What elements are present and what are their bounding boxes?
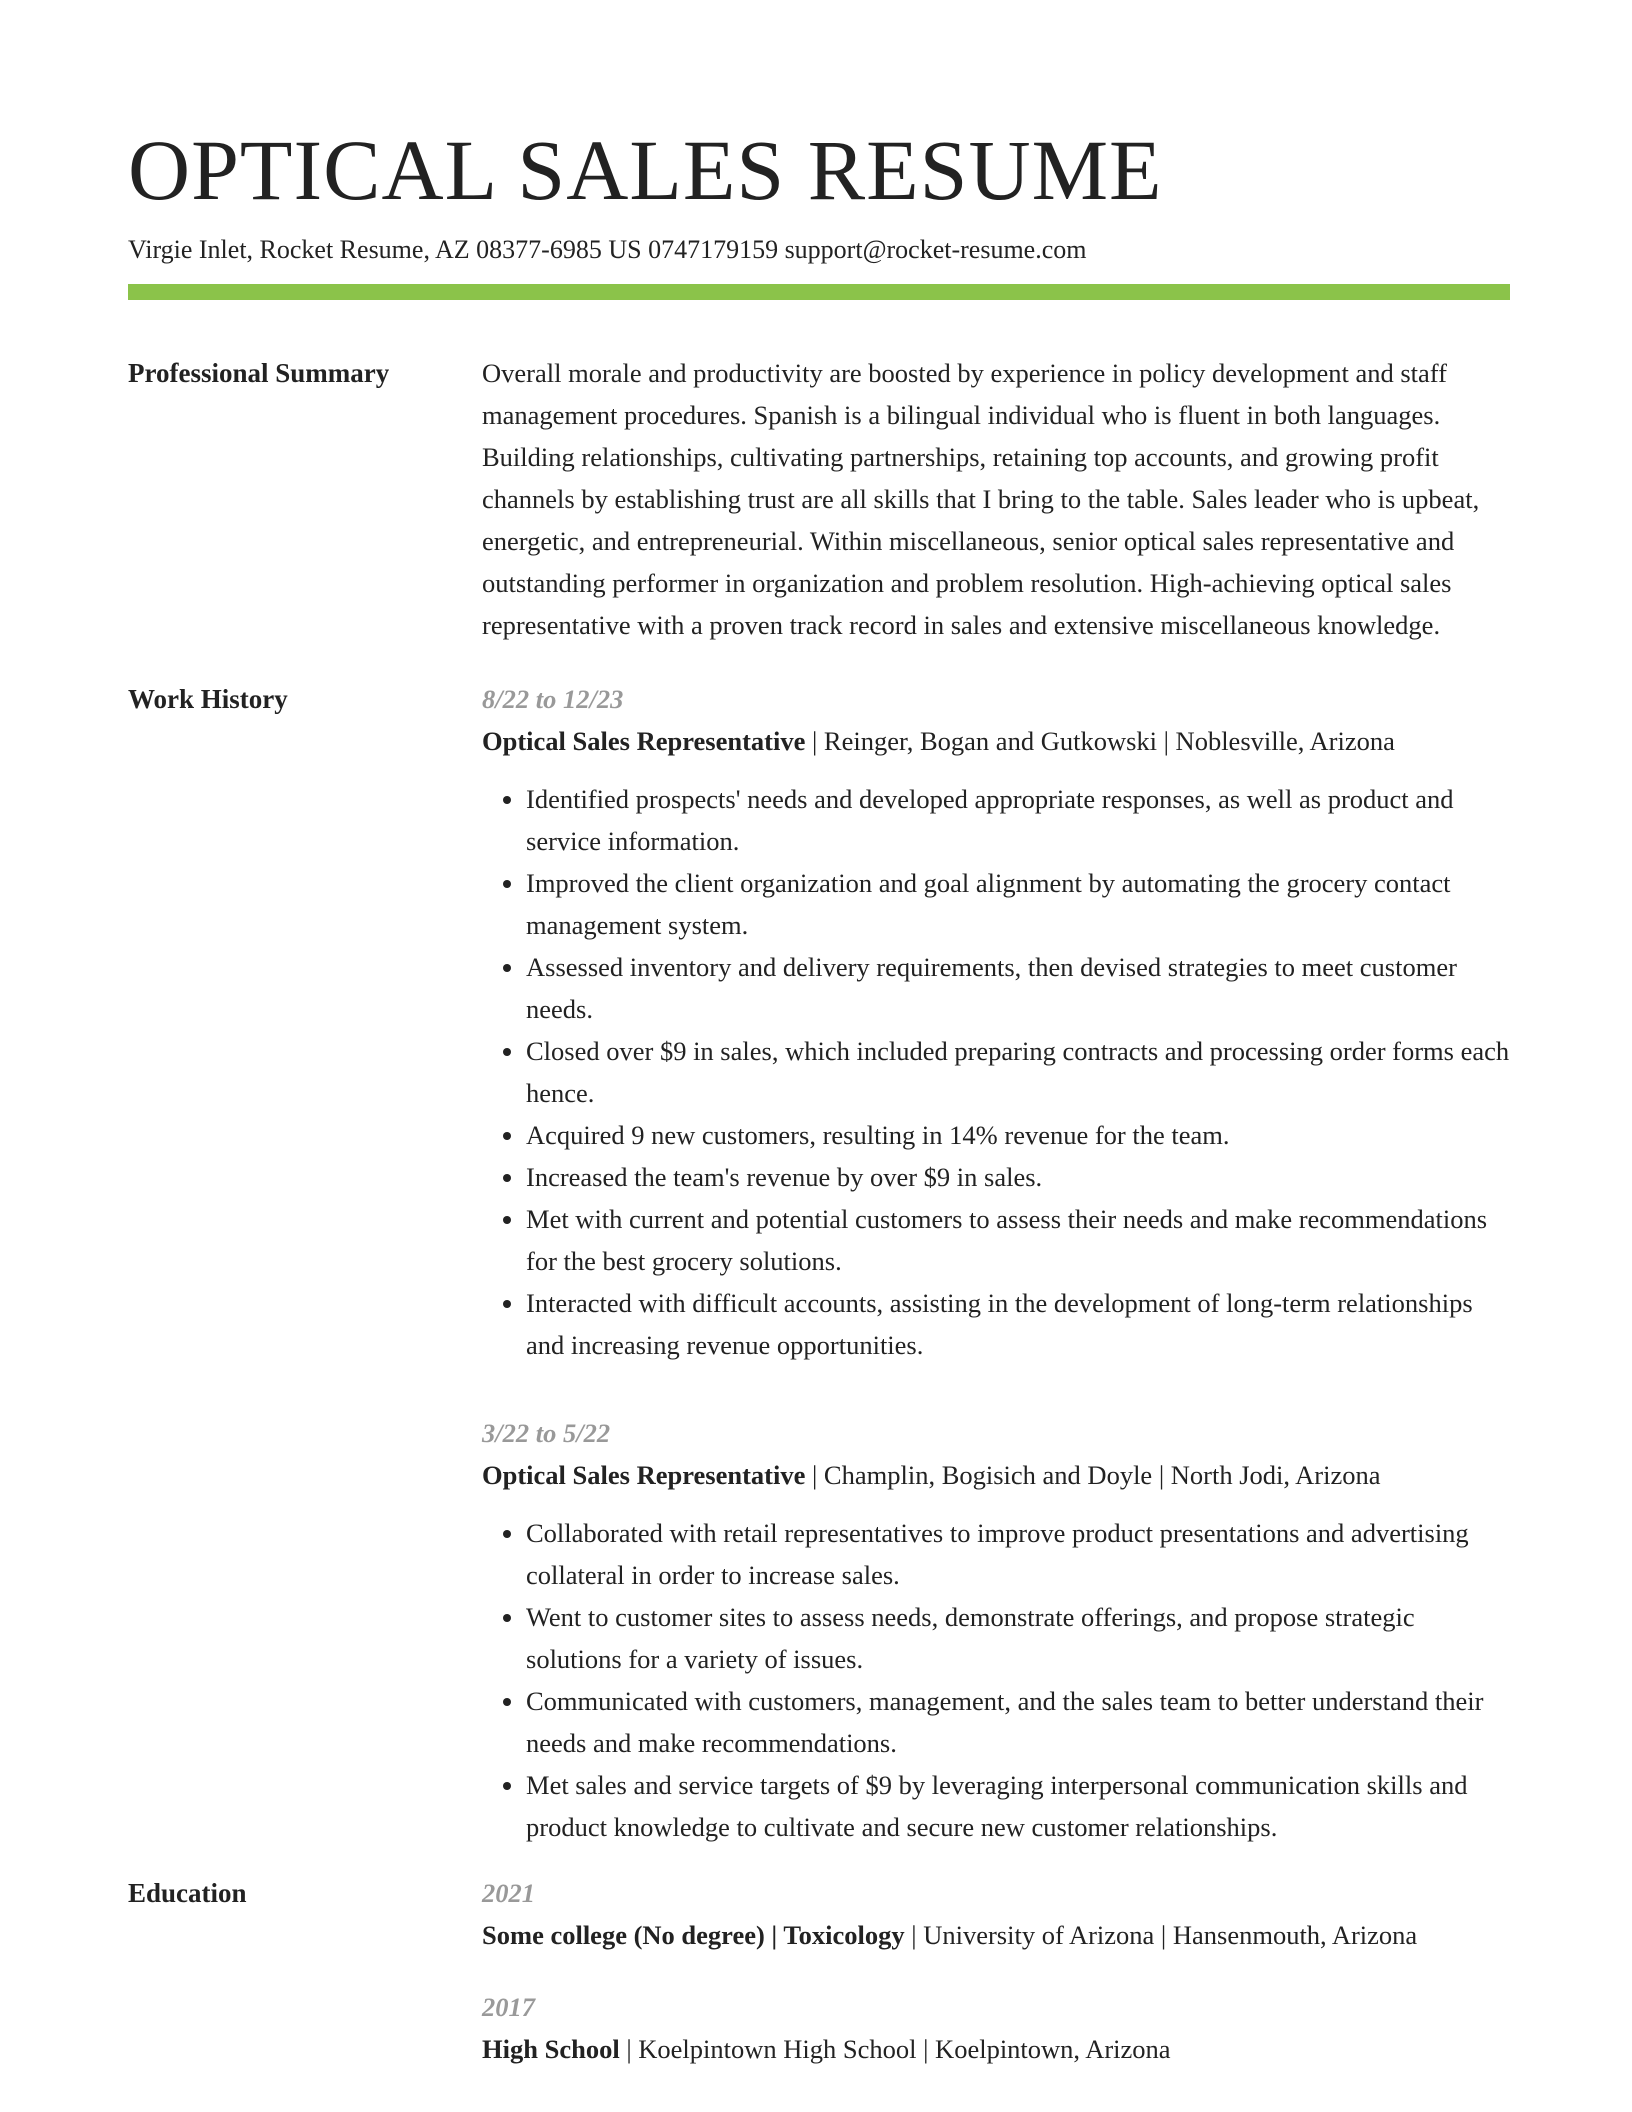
education-degree: Some college (No degree) | Toxicology (482, 1920, 905, 1950)
job-bullet: • Identified prospects' needs and developed appropriate responses, as well as product and service information. (526, 778, 1510, 862)
education-section (128, 1872, 1510, 2070)
education-entry (482, 1872, 1510, 1956)
education-entry (482, 1986, 1510, 2070)
job-entry (482, 678, 1510, 1366)
job-title: Optical Sales Representative (482, 1460, 806, 1490)
job-title: Optical Sales Representative (482, 726, 806, 756)
job-bullet: • Improved the client organization and goal alignment by automating the grocery contact management system. (526, 862, 1510, 946)
education-school-location: | Koelpintown High School | Koelpintown, Arizona (619, 2034, 1171, 2064)
education-degree: High School (482, 2034, 620, 2064)
work-history-section (128, 678, 1510, 1848)
job-bullet: • Went to customer sites to assess needs, demonstrate offerings, and propose strategic solutions for a variety of issues. (526, 1596, 1510, 1680)
job-date: 3/22 to 5/22 (482, 1418, 611, 1448)
job-bullet: • Met with current and potential customers to assess their needs and make recommendations for the best grocery solutions. (526, 1198, 1510, 1282)
job-bullet: • Increased the team's revenue by over $9 in sales. (526, 1156, 1510, 1198)
education-body (482, 1872, 1510, 2070)
header-divider (128, 284, 1510, 300)
education-date: 2021 (482, 1878, 535, 1908)
job-bullet: • Collaborated with retail representatives to improve product presentations and advertising collateral in order to increase sales. (526, 1512, 1510, 1596)
job-bullet: • Communicated with customers, management, and the sales team to better understand their needs and make recommendations. (526, 1680, 1510, 1764)
job-employer-location: | Champlin, Bogisich and Doyle | North Jodi, Arizona (805, 1460, 1381, 1490)
section-label-education: Education (128, 1878, 247, 1908)
summary-text: Overall morale and productivity are boosted by experience in policy development and staff management procedures. Spanish is a bilingual individual who is fluent in both languages. Building relationships, cultivating partnerships, retaining top accounts, and growing profit channels by establishing trust are all skills that I bring to the table. Sales leader who is upbeat, energetic, and entrepreneurial. Within miscellaneous, senior optical sales representative and outstanding performer in organization and problem resolution. High-achieving optical sales representative with a proven track record in sales and extensive miscellaneous knowledge. (482, 358, 1480, 640)
professional-summary-section (128, 352, 1510, 646)
section-label-work: Work History (128, 684, 288, 714)
job-employer-location: | Reinger, Bogan and Gutkowski | Noblesville, Arizona (805, 726, 1395, 756)
job-bullet-list (482, 1512, 1510, 1848)
work-history-body (482, 678, 1510, 1848)
education-school-location: | University of Arizona | Hansenmouth, Arizona (904, 1920, 1418, 1950)
job-heading (482, 720, 1510, 762)
job-date: 8/22 to 12/23 (482, 684, 624, 714)
job-bullet: • Assessed inventory and delivery requirements, then devised strategies to meet customer needs. (526, 946, 1510, 1030)
resume-title: OPTICAL SALES RESUME (128, 122, 1163, 218)
section-label-summary: Professional Summary (128, 358, 390, 388)
job-bullet: • Closed over $9 in sales, which included preparing contracts and processing order forms each hence. (526, 1030, 1510, 1114)
education-date: 2017 (482, 1992, 535, 2022)
education-heading (482, 2028, 1510, 2070)
education-heading (482, 1914, 1510, 1956)
job-entry (482, 1412, 1510, 1848)
summary-body (482, 352, 1510, 646)
job-bullet: • Interacted with difficult accounts, assisting in the development of long-term relationships and increasing revenue opportunities. (526, 1282, 1510, 1366)
job-heading (482, 1454, 1510, 1496)
job-bullet-list (482, 778, 1510, 1366)
job-bullet: • Met sales and service targets of $9 by leveraging interpersonal communication skills and product knowledge to cultivate and secure new customer relationships. (526, 1764, 1510, 1848)
job-bullet: • Acquired 9 new customers, resulting in 14% revenue for the team. (526, 1114, 1510, 1156)
resume-page (128, 120, 1510, 2070)
contact-info: Virgie Inlet, Rocket Resume, AZ 08377-6985 US 0747179159 support@rocket-resume.com (128, 235, 1087, 264)
